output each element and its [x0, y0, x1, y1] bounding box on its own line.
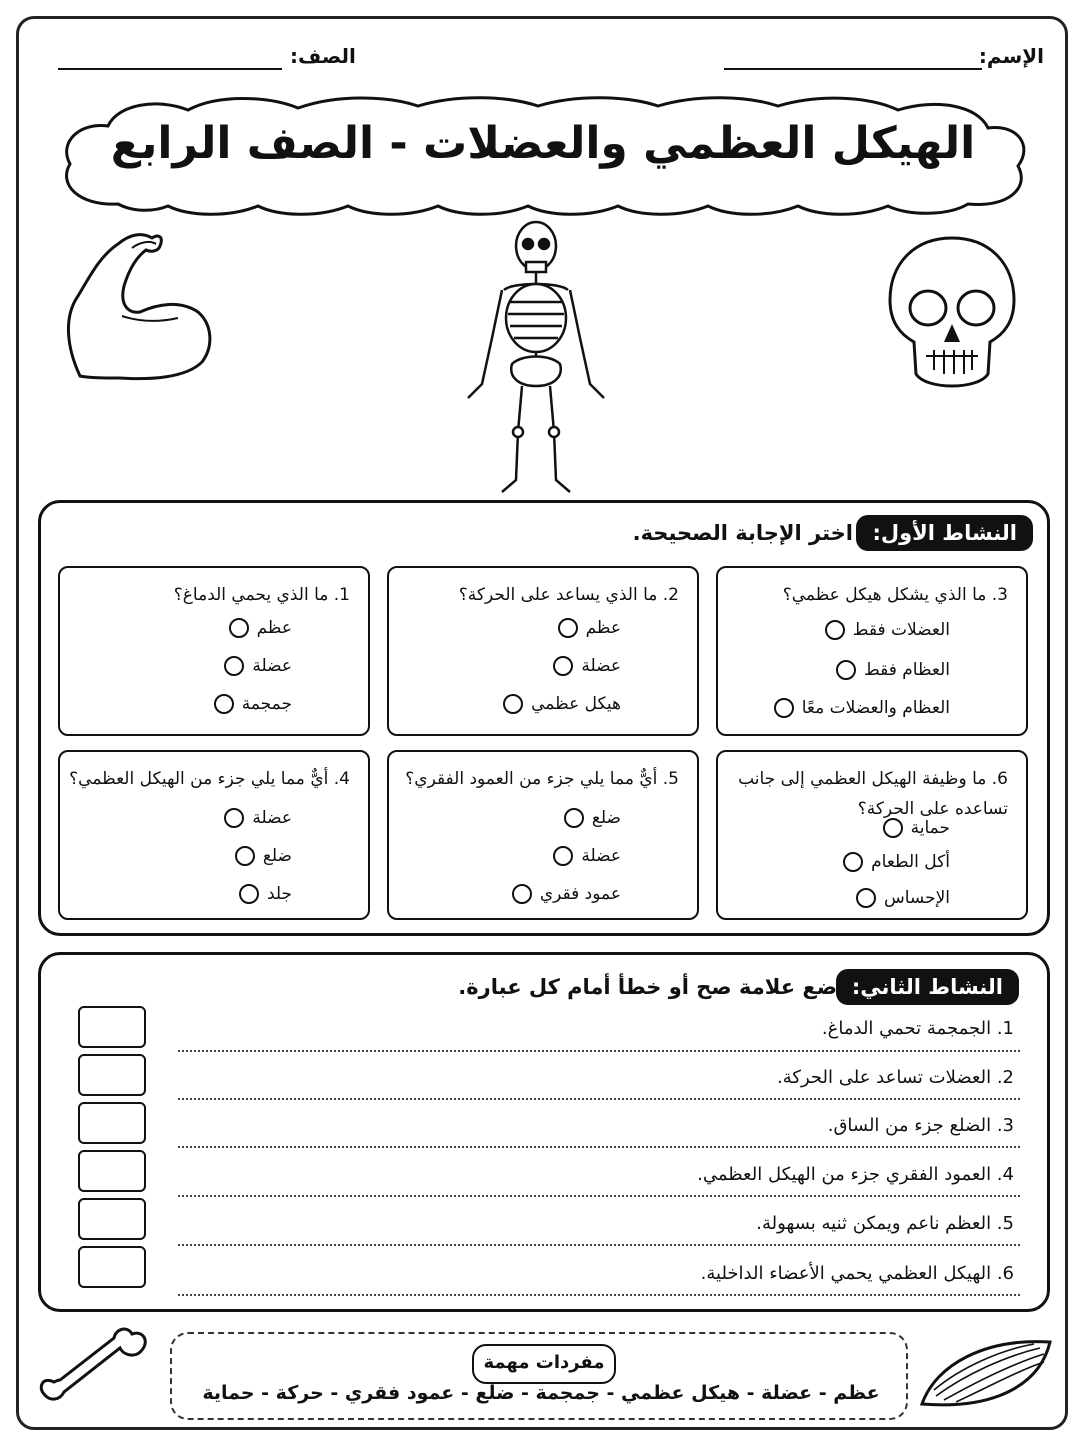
- question-box-3: [716, 566, 1028, 736]
- question-text: 5. أيٌّ مما يلي جزء من العمود الفقري؟: [405, 769, 679, 789]
- class-line[interactable]: [58, 68, 282, 70]
- answer-line: [178, 1098, 1020, 1100]
- radio-button[interactable]: [503, 694, 523, 714]
- radio-button[interactable]: [224, 656, 244, 676]
- answer-option[interactable]: [512, 884, 621, 904]
- answer-option[interactable]: [856, 888, 950, 908]
- option-label: العظام والعضلات معًا: [801, 698, 950, 718]
- radio-button[interactable]: [564, 808, 584, 828]
- option-label: جمجمة: [241, 694, 292, 714]
- answer-option[interactable]: [503, 694, 621, 714]
- class-label: الصف:: [290, 44, 356, 68]
- answer-option[interactable]: [235, 846, 292, 866]
- name-label: الإسم:: [978, 44, 1044, 68]
- statement-1: 1. الجمجمة تحمي الدماغ.: [821, 1018, 1014, 1039]
- answer-option[interactable]: [239, 884, 292, 904]
- activity2-label: النشاط الثاني:: [836, 969, 1019, 1005]
- answer-option[interactable]: [825, 620, 950, 640]
- question-box-5: [387, 750, 699, 920]
- statement-2: 2. العضلات تساعد على الحركة.: [777, 1067, 1014, 1088]
- answer-option[interactable]: [229, 618, 292, 638]
- answer-box-3[interactable]: [78, 1102, 146, 1144]
- radio-button[interactable]: [229, 618, 249, 638]
- answer-line: [178, 1195, 1020, 1197]
- radio-button[interactable]: [774, 698, 794, 718]
- option-label: هيكل عظمي: [531, 694, 621, 714]
- name-line[interactable]: [724, 68, 982, 70]
- answer-line: [178, 1294, 1020, 1296]
- question-box-1: [58, 566, 370, 736]
- option-label: عضلة: [581, 656, 621, 676]
- flexed-arm-icon: [60, 226, 214, 384]
- radio-button[interactable]: [553, 846, 573, 866]
- statement-6: 6. الهيكل العظمي يحمي الأعضاء الداخلية.: [700, 1263, 1014, 1284]
- skeleton-icon: [452, 218, 620, 502]
- option-label: عضلة: [252, 656, 292, 676]
- radio-button[interactable]: [558, 618, 578, 638]
- radio-button[interactable]: [235, 846, 255, 866]
- radio-button[interactable]: [856, 888, 876, 908]
- question-text: 2. ما الذي يساعد على الحركة؟: [458, 585, 679, 605]
- option-label: عضلة: [581, 846, 621, 866]
- activity1-instruction: اختر الإجابة الصحيحة.: [632, 521, 853, 545]
- radio-button[interactable]: [512, 884, 532, 904]
- option-label: عظم: [256, 618, 292, 638]
- answer-line: [178, 1244, 1020, 1246]
- answer-option[interactable]: [843, 852, 950, 872]
- option-label: عظم: [585, 618, 621, 638]
- option-label: الإحساس: [883, 888, 950, 908]
- answer-box-2[interactable]: [78, 1054, 146, 1096]
- option-label: جلد: [266, 884, 292, 904]
- option-label: ضلع: [262, 846, 292, 866]
- vocabulary-words: عظم - عضلة - هيكل عظمي - جمجمة - ضلع - عمود فقري - حركة - حماية: [202, 1382, 880, 1404]
- vocabulary-title: مفردات مهمة: [472, 1344, 616, 1384]
- radio-button[interactable]: [214, 694, 234, 714]
- question-text: 4. أيٌّ مما يلي جزء من الهيكل العظمي؟: [69, 769, 350, 789]
- answer-option[interactable]: [558, 618, 621, 638]
- question-text: 6. ما وظيفة الهيكل العظمي إلى جانب تساعده على الحركة؟: [738, 769, 1008, 819]
- muscle-fiber-icon: [916, 1334, 1058, 1416]
- option-label: أكل الطعام: [871, 852, 950, 872]
- answer-option[interactable]: [883, 818, 950, 838]
- answer-option[interactable]: [224, 808, 292, 828]
- activity2-instruction: ضع علامة صح أو خطأ أمام كل عبارة.: [458, 975, 837, 999]
- radio-button[interactable]: [825, 620, 845, 640]
- answer-option[interactable]: [553, 846, 621, 866]
- answer-box-1[interactable]: [78, 1006, 146, 1048]
- answer-option[interactable]: [214, 694, 292, 714]
- answer-box-6[interactable]: [78, 1246, 146, 1288]
- option-label: ضلع: [591, 808, 621, 828]
- radio-button[interactable]: [883, 818, 903, 838]
- activity1-label: النشاط الأول:: [856, 515, 1033, 551]
- skull-icon: [886, 234, 1018, 394]
- question-box-6: [716, 750, 1028, 920]
- question-box-2: [387, 566, 699, 736]
- answer-line: [178, 1146, 1020, 1148]
- answer-box-4[interactable]: [78, 1150, 146, 1192]
- option-label: العظام فقط: [863, 660, 950, 680]
- option-label: العضلات فقط: [852, 620, 950, 640]
- page-title: الهيكل العظمي والعضلات - الصف الرابع: [110, 118, 976, 169]
- radio-button[interactable]: [239, 884, 259, 904]
- answer-line: [178, 1050, 1020, 1052]
- statement-3: 3. الضلع جزء من الساق.: [827, 1115, 1014, 1136]
- radio-button[interactable]: [843, 852, 863, 872]
- answer-option[interactable]: [224, 656, 292, 676]
- radio-button[interactable]: [224, 808, 244, 828]
- bone-icon: [32, 1326, 156, 1406]
- answer-option[interactable]: [564, 808, 621, 828]
- answer-option[interactable]: [553, 656, 621, 676]
- question-text: 1. ما الذي يحمي الدماغ؟: [173, 585, 350, 605]
- statement-4: 4. العمود الفقري جزء من الهيكل العظمي.: [697, 1164, 1014, 1185]
- question-text: 3. ما الذي يشكل هيكل عظمي؟: [782, 585, 1008, 605]
- option-label: حماية: [910, 818, 950, 838]
- answer-option[interactable]: [836, 660, 950, 680]
- statement-5: 5. العظم ناعم ويمكن ثنيه بسهولة.: [756, 1213, 1014, 1234]
- answer-box-5[interactable]: [78, 1198, 146, 1240]
- option-label: عمود فقري: [539, 884, 621, 904]
- radio-button[interactable]: [553, 656, 573, 676]
- question-box-4: [58, 750, 370, 920]
- vocabulary-box: [170, 1332, 908, 1420]
- option-label: عضلة: [252, 808, 292, 828]
- radio-button[interactable]: [836, 660, 856, 680]
- answer-option[interactable]: [774, 698, 950, 718]
